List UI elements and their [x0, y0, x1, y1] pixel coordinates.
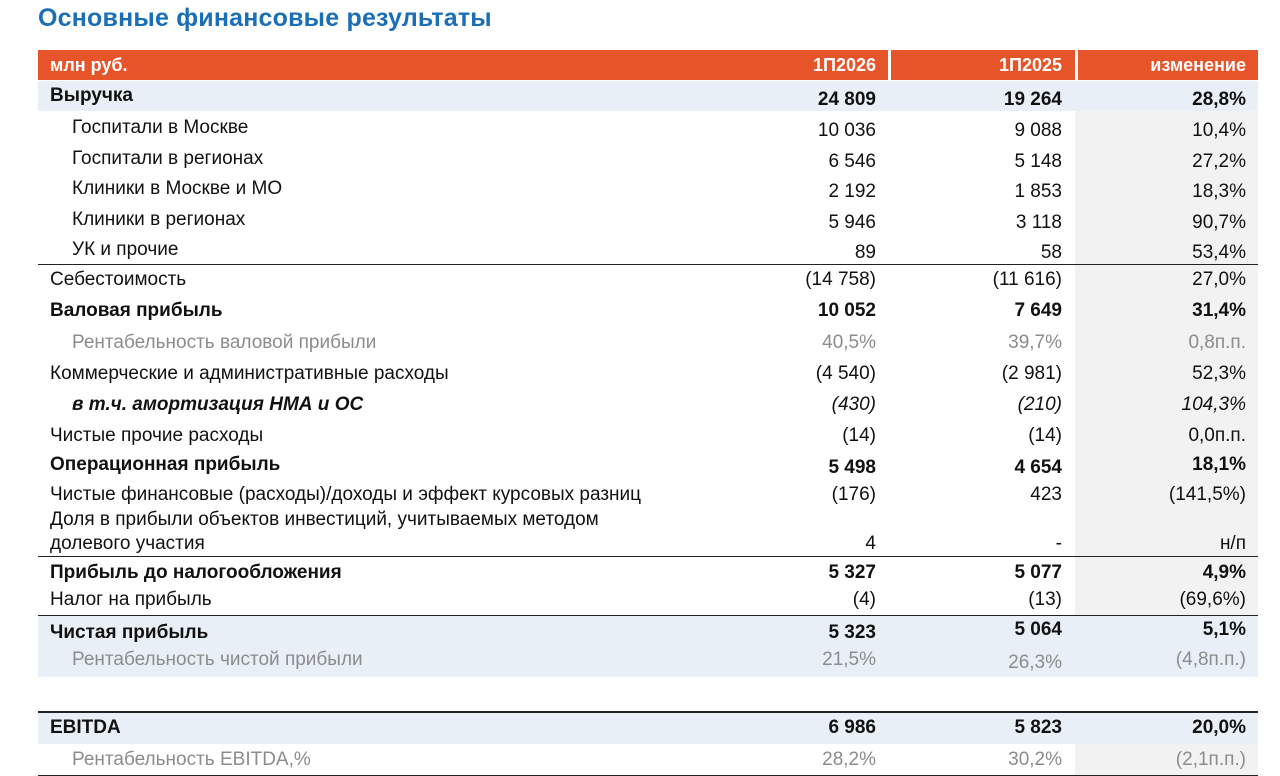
value-period-1: 6 546 [828, 151, 876, 172]
header-period-1: 1П2026 [813, 55, 876, 75]
value-period-1: (14) [842, 425, 876, 446]
table-row-ebitda-margin [38, 744, 1258, 775]
value-period-2: 3 118 [1015, 212, 1062, 233]
value-change: н/п [1219, 533, 1246, 554]
value-change: (2,1п.п.) [1175, 749, 1246, 770]
value-period-1: 2 192 [828, 181, 876, 202]
row-label: Госпитали в регионах [72, 148, 264, 169]
value-period-1: (176) [831, 484, 876, 505]
table-row-gross-profit [38, 295, 1258, 326]
header-change: изменение [1150, 55, 1246, 75]
value-change: (141,5%) [1168, 484, 1246, 505]
value-change: 18,1% [1192, 454, 1246, 475]
value-period-2: 26,3% [1008, 652, 1062, 673]
row-label: Доля в прибыли объектов инвестиций, учитываемых методом [50, 509, 599, 530]
value-period-1: 10 052 [817, 300, 876, 321]
row-label: Прибыль до налогообложения [50, 562, 342, 583]
value-period-2: 5 148 [1014, 151, 1062, 172]
value-change: 31,4% [1192, 300, 1246, 321]
header-period-2: 1П2025 [999, 55, 1062, 75]
table-row-revenue [38, 81, 1258, 111]
row-label: Выручка [50, 85, 133, 106]
table-row-segment [38, 234, 1258, 264]
value-period-1: 21,5% [822, 649, 876, 670]
table-row-ebitda [38, 713, 1258, 744]
financial-results-table [38, 50, 1258, 770]
value-period-2: - [1055, 533, 1062, 554]
row-label: УК и прочие [72, 239, 179, 260]
table-row-segment [38, 142, 1258, 173]
row-label-continued: долевого участия [50, 533, 205, 554]
value-period-1: (4 540) [815, 363, 876, 384]
value-period-2: (210) [1017, 394, 1062, 415]
value-change: (69,6%) [1179, 589, 1246, 610]
value-period-2: 5 823 [1014, 717, 1062, 738]
value-period-2: 30,2% [1008, 749, 1062, 770]
value-period-1: 5 327 [828, 562, 876, 583]
row-label: в т.ч. амортизация НМА и ОС [72, 394, 364, 415]
table-row-segment [38, 173, 1258, 203]
value-period-1: 28,2% [822, 749, 876, 770]
value-change: 5,1% [1202, 619, 1246, 640]
page-title: Основные финансовые результаты [38, 4, 492, 32]
value-change: 4,9% [1202, 562, 1246, 583]
value-change: 28,8% [1192, 89, 1246, 110]
row-label: Чистые прочие расходы [50, 425, 264, 446]
value-period-1: 4 [865, 533, 876, 554]
value-period-2: 9 088 [1014, 120, 1062, 141]
table-row-pretax-profit [38, 557, 1258, 586]
value-period-1: 10 036 [817, 120, 876, 141]
row-label: Чистые финансовые (расходы)/доходы и эффект курсовых разниц [50, 484, 642, 505]
table-row-cost [38, 265, 1258, 295]
value-period-1: 6 986 [828, 717, 876, 738]
table-row-depreciation [38, 388, 1258, 419]
value-change: 104,3% [1181, 394, 1246, 415]
value-change: 27,0% [1192, 269, 1246, 290]
value-period-1: 5 498 [828, 457, 876, 478]
value-period-2: 39,7% [1008, 332, 1062, 353]
value-period-1: (14 758) [805, 269, 876, 290]
value-change: 0,8п.п. [1188, 332, 1246, 353]
value-period-2: 4 654 [1014, 457, 1062, 478]
value-period-2: 423 [1030, 484, 1062, 505]
value-period-2: 5 064 [1014, 619, 1062, 640]
row-label: Рентабельность чистой прибыли [72, 649, 363, 670]
row-label: Чистая прибыль [50, 622, 209, 643]
table-row-income-tax [38, 586, 1258, 615]
value-period-2: (11 616) [992, 269, 1062, 290]
value-period-1: 5 323 [828, 622, 876, 643]
table-row-financial-result [38, 480, 1258, 506]
value-period-2: (14) [1028, 425, 1062, 446]
value-period-1: (4) [852, 589, 876, 610]
table-row-operating-profit [38, 449, 1258, 480]
row-label: Коммерческие и административные расходы [50, 363, 449, 384]
row-label: Рентабельность EBITDA,% [72, 749, 311, 770]
value-period-1: 89 [854, 242, 876, 263]
table-row-equity-share [38, 506, 1258, 556]
table-row-segment [38, 111, 1258, 142]
value-change: 90,7% [1192, 212, 1246, 233]
value-change: 27,2% [1192, 151, 1246, 172]
row-label: Рентабельность валовой прибыли [72, 332, 377, 353]
value-period-2: 19 264 [1003, 89, 1062, 110]
value-period-2: (2 981) [1001, 363, 1062, 384]
value-period-2: (13) [1028, 589, 1062, 610]
value-period-2: 58 [1040, 242, 1062, 263]
row-label: EBITDA [50, 717, 121, 738]
row-label: Клиники в Москве и МО [72, 178, 283, 199]
value-period-2: 1 853 [1014, 181, 1062, 202]
value-change: 18,3% [1192, 181, 1246, 202]
value-change: (4,8п.п.) [1175, 649, 1246, 670]
table-row-sga [38, 357, 1258, 388]
row-label: Госпитали в Москве [72, 117, 249, 138]
row-label: Операционная прибыль [50, 454, 281, 475]
table-row-net-margin [38, 646, 1258, 677]
table-row-other-expenses [38, 419, 1258, 449]
table-row-net-profit [38, 616, 1258, 646]
value-period-2: 7 649 [1014, 300, 1062, 321]
value-period-1: 40,5% [822, 332, 876, 353]
row-label: Налог на прибыль [50, 589, 212, 610]
value-change: 52,3% [1192, 363, 1246, 384]
value-change: 10,4% [1192, 120, 1246, 141]
row-label: Валовая прибыль [50, 300, 223, 321]
row-label: Клиники в регионах [72, 209, 246, 230]
table-header [38, 50, 1258, 80]
value-period-1: (430) [831, 394, 876, 415]
header-units: млн руб. [50, 55, 128, 75]
value-change: 0,0п.п. [1188, 425, 1246, 446]
value-period-2: 5 077 [1014, 562, 1062, 583]
value-period-1: 24 809 [817, 89, 876, 110]
table-row-segment [38, 203, 1258, 234]
value-change: 20,0% [1192, 717, 1246, 738]
table-row-gross-margin [38, 326, 1258, 357]
row-label: Себестоимость [50, 269, 187, 290]
value-change: 53,4% [1192, 242, 1246, 263]
value-period-1: 5 946 [828, 212, 876, 233]
